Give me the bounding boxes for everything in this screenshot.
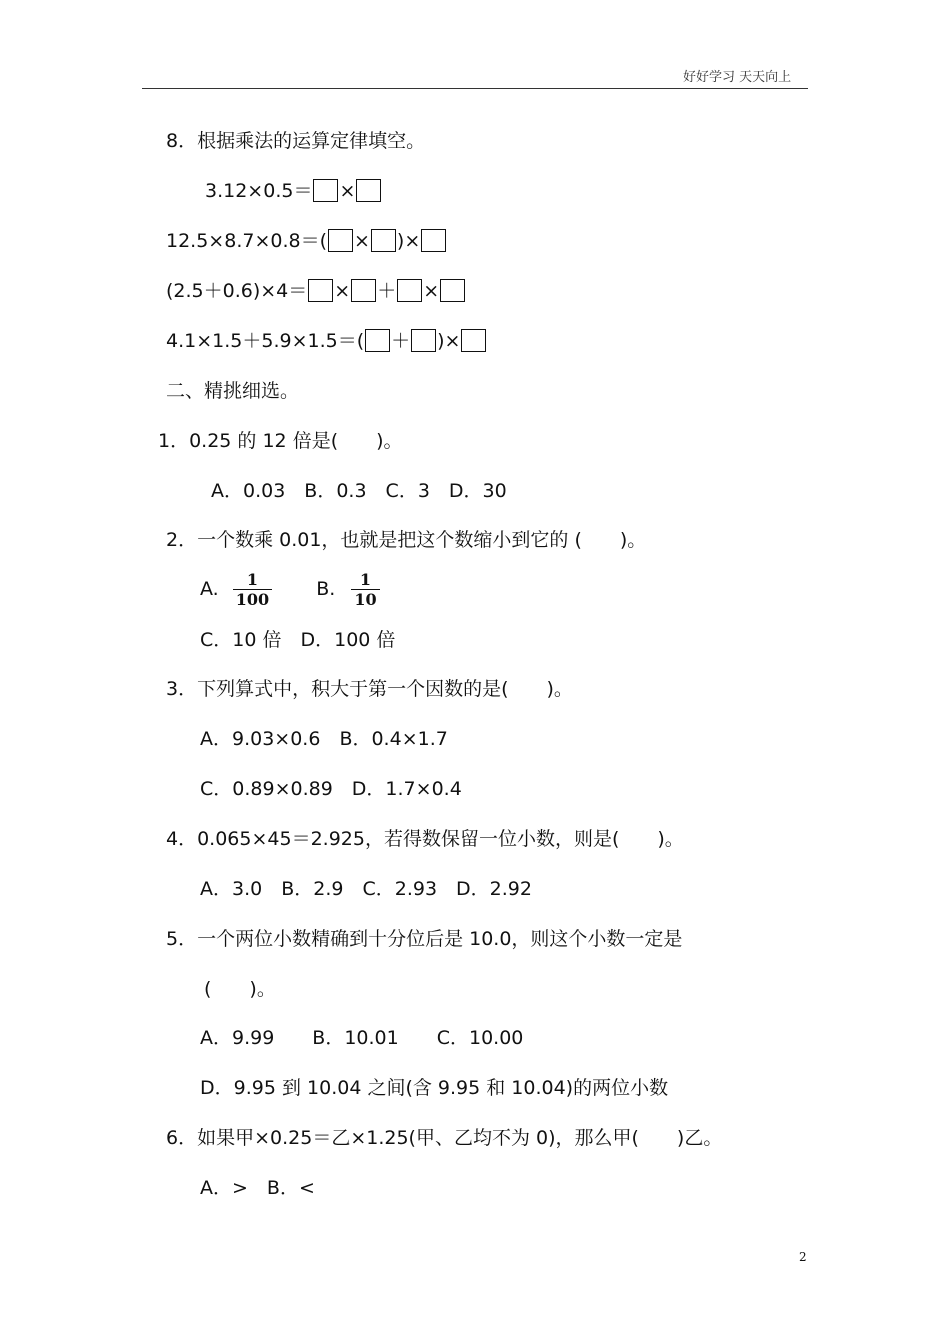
fraction-denominator: 100 xyxy=(233,589,272,609)
header-slogan: 好好学习 天天向上 xyxy=(683,70,792,85)
fraction-one-tenth xyxy=(351,571,379,609)
answer-box[interactable] xyxy=(461,329,486,352)
question-8-label: 8．根据乘法的运算定律填空。 xyxy=(166,130,426,152)
answer-box[interactable] xyxy=(421,229,446,252)
section-2-title: 二、精挑细选。 xyxy=(166,380,300,402)
fill-row-4 xyxy=(166,328,487,354)
fill-row-2-expr: 12.5×8.7×0.8＝( xyxy=(166,230,327,252)
operator: × xyxy=(423,280,440,302)
question-1-options: A．0.03 B．0.3 C．3 D．30 xyxy=(211,480,507,502)
page-number: 2 xyxy=(799,1250,807,1264)
question-5-options-abc: A．9.99 B．10.01 C．10.00 xyxy=(200,1027,524,1049)
answer-box[interactable] xyxy=(313,179,338,202)
question-5-option-d: D．9.95 到 10.04 之间(含 9.95 和 10.04)的两位小数 xyxy=(200,1077,669,1099)
question-2-stem: 2．一个数乘 0.01，也就是把这个数缩小到它的 ( )。 xyxy=(166,529,647,551)
fill-row-2 xyxy=(166,228,447,254)
answer-box[interactable] xyxy=(397,279,422,302)
answer-box[interactable] xyxy=(328,229,353,252)
answer-box[interactable] xyxy=(356,179,381,202)
question-4-options: A．3.0 B．2.9 C．2.93 D．2.92 xyxy=(200,878,532,900)
question-5-stem-continued: ( )。 xyxy=(204,978,276,1000)
answer-box[interactable] xyxy=(411,329,436,352)
question-3-options-cd: C．0.89×0.89 D．1.7×0.4 xyxy=(200,778,462,800)
answer-box[interactable] xyxy=(440,279,465,302)
header-rule xyxy=(142,88,808,89)
fraction-one-hundredth xyxy=(233,571,272,609)
operator: × xyxy=(354,230,370,252)
fill-row-3-expr: (2.5＋0.6)×4＝ xyxy=(166,280,308,302)
answer-box[interactable] xyxy=(371,229,396,252)
fraction-denominator: 10 xyxy=(351,589,379,609)
answer-box[interactable] xyxy=(365,329,390,352)
fill-row-4-expr: 4.1×1.5＋5.9×1.5＝( xyxy=(166,330,365,352)
fraction-numerator: 1 xyxy=(246,569,259,589)
question-5-stem: 5．一个两位小数精确到十分位后是 10.0，则这个小数一定是 xyxy=(166,928,683,950)
operator: ＋ xyxy=(377,280,397,302)
question-1-stem: 1．0.25 的 12 倍是( )。 xyxy=(158,430,403,452)
question-6-options: A．> B．< xyxy=(200,1177,315,1199)
operator: × xyxy=(334,280,351,302)
question-3-stem: 3．下列算式中，积大于第一个因数的是( )。 xyxy=(166,678,573,700)
question-3-options-ab: A．9.03×0.6 B．0.4×1.7 xyxy=(200,728,448,750)
option-b-label: B. xyxy=(316,578,336,600)
fill-row-3 xyxy=(166,278,466,304)
question-6-stem: 6．如果甲×0.25＝乙×1.25(甲、乙均不为 0)，那么甲( )乙。 xyxy=(166,1127,723,1149)
operator: )× xyxy=(396,230,421,252)
question-2-options-ab xyxy=(200,567,380,611)
option-a-label: A. xyxy=(200,578,219,600)
fill-row-1-expr: 3.12×0.5＝ xyxy=(205,180,313,202)
operator: )× xyxy=(437,330,461,352)
question-4-stem: 4．0.065×45＝2.925，若得数保留一位小数，则是( )。 xyxy=(166,828,684,850)
operator: ＋ xyxy=(391,330,411,352)
operator: × xyxy=(339,180,356,202)
question-2-options-cd: C．10 倍 D．100 倍 xyxy=(200,629,396,651)
fill-row-1 xyxy=(205,178,382,204)
fraction-numerator: 1 xyxy=(359,569,372,589)
answer-box[interactable] xyxy=(308,279,333,302)
answer-box[interactable] xyxy=(351,279,376,302)
